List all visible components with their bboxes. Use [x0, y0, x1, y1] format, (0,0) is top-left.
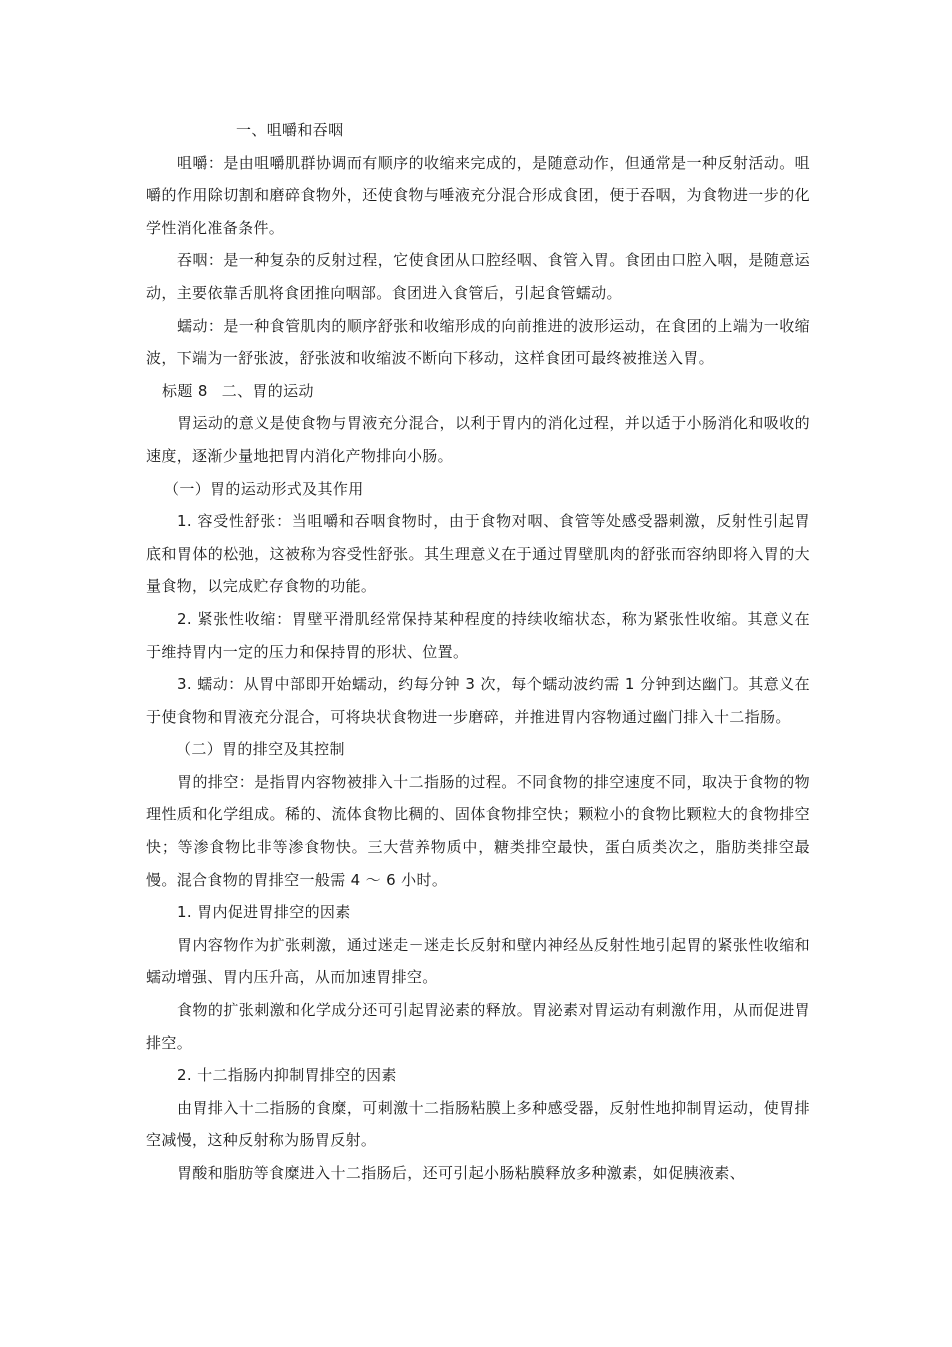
paragraph-gastric-emptying: 胃的排空：是指胃内容物被排入十二指肠的过程。不同食物的排空速度不同，取决于食物的物理性质和化学组成。稀的、流体食物比稠的、固体食物排空快；颗粒小的食物比颗粒大的食物排空快；等渗食物比非等渗食物快。三大营养物质中，糖类排空最快，蛋白质类次之，脂肪类排空最慢。混合食物的胃排空一般需 4 ～ 6 小时。 [146, 772, 810, 889]
document-body [146, 114, 810, 1190]
paragraph-inhibiting-factors-2: 胃酸和脂肪等食糜进入十二指肠后，还可引起小肠粘膜释放多种激素，如促胰液素、 [177, 1164, 745, 1182]
paragraph-tonic-contraction: 2. 紧张性收缩：胃壁平滑肌经常保持某种程度的持续收缩状态，称为紧张性收缩。其意义在于维持胃内一定的压力和保持胃的形状、位置。 [146, 609, 810, 661]
heading-style-tag: 标题 8 [162, 381, 208, 400]
paragraph-gastric-peristalsis: 3. 蠕动：从胃中部即开始蠕动，约每分钟 3 次，每个蠕动波约需 1 分钟到达幽门。其意义在于使食物和胃液充分混合，可将块状食物进一步磨碎，并推进胃内容物通过幽门排入十二指肠。 [146, 675, 810, 726]
paragraph-inhibiting-factors-1: 由胃排入十二指肠的食糜，可刺激十二指肠粘膜上多种感受器，反射性地抑制胃运动，使胃排空减慢，这种反射称为肠胃反射。 [146, 1098, 810, 1150]
section-heading-gastric-motility [146, 375, 810, 408]
paragraph-esophageal-peristalsis: 蠕动：是一种食管肌肉的顺序舒张和收缩形成的向前推进的波形运动，在食团的上端为一收缩波，下端为一舒张波，舒张波和收缩波不断向下移动，这样食团可最终被推送入胃。 [146, 316, 810, 368]
paragraph-promoting-factors-1: 胃内容物作为扩张刺激，通过迷走－迷走长反射和壁内神经丛反射性地引起胃的紧张性收缩和蠕动增强、胃内压升高，从而加速胃排空。 [146, 935, 810, 987]
paragraph-swallowing: 吞咽：是一种复杂的反射过程，它使食团从口腔经咽、食管入胃。食团由口腔入咽，是随意运动，主要依靠舌肌将食团推向咽部。食团进入食管后，引起食管蠕动。 [146, 251, 810, 302]
paragraph-gastric-motility-significance: 胃运动的意义是使食物与胃液充分混合，以利于胃内的消化过程，并以适于小肠消化和吸收的速度，逐渐少量地把胃内消化产物排向小肠。 [146, 414, 810, 465]
paragraph-chewing: 咀嚼：是由咀嚼肌群协调而有顺序的收缩来完成的，是随意动作，但通常是一种反射活动。咀嚼的作用除切割和磨碎食物外，还使食物与唾液充分混合形成食团，便于吞咽，为食物进一步的化学性消化准备条件。 [146, 153, 810, 237]
paragraph-promoting-factors-2: 食物的扩张刺激和化学成分还可引起胃泌素的释放。胃泌素对胃运动有刺激作用，从而促进胃排空。 [146, 1001, 810, 1052]
paragraph-receptive-relaxation: 1. 容受性舒张：当咀嚼和吞咽食物时，由于食物对咽、食管等处感受器刺激，反射性引起胃底和胃体的松弛，这被称为容受性舒张。其生理意义在于通过胃壁肌肉的舒张而容纳即将入胃的大量食物，以完成贮存食物的功能。 [146, 512, 810, 596]
heading-text: 二、胃的运动 [221, 381, 314, 400]
section-heading-chewing-swallowing: 一、咀嚼和吞咽 [236, 121, 344, 139]
subsection-heading-motility-forms: （一）胃的运动形式及其作用 [164, 479, 364, 498]
list-item-inhibiting-factors: 2. 十二指肠内抑制胃排空的因素 [177, 1066, 397, 1085]
subsection-heading-gastric-emptying: （二）胃的排空及其控制 [176, 740, 345, 759]
list-item-promoting-factors: 1. 胃内促进胃排空的因素 [177, 903, 351, 922]
